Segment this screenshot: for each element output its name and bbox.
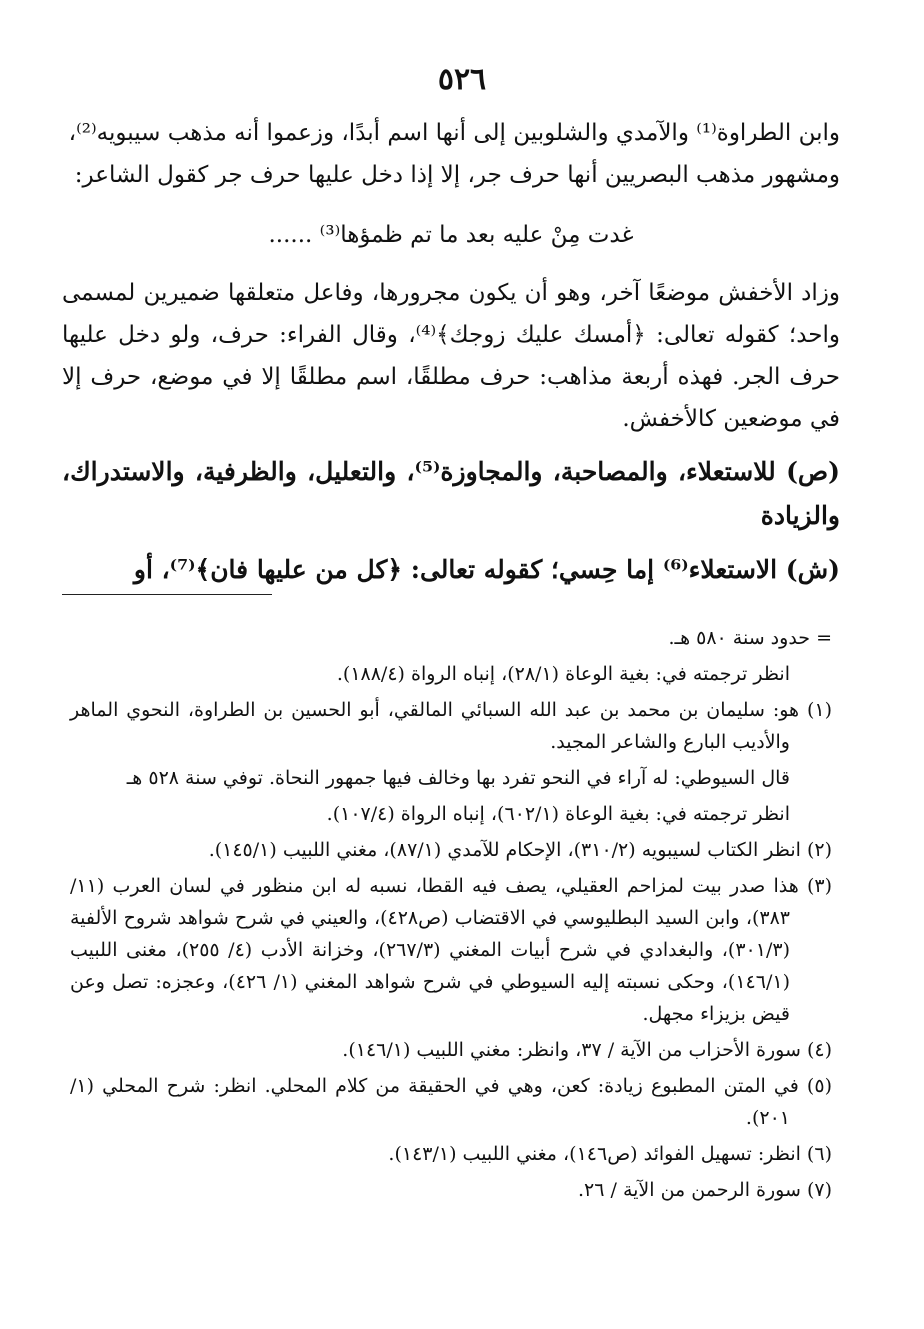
footnote-1: (١) هو: سليمان بن محمد بن عبد الله السبائي المالقي، أبو الحسين بن الطراوة، النحوي الماهر والأديب البارع والشاعر المجيد. bbox=[70, 699, 832, 753]
footnote-continuation: انظر ترجمته في: بغية الوعاة (٢٨/١)، إنباه الرواة (١٨٨/٤). bbox=[336, 663, 790, 685]
footnote-3: (٣) هذا صدر بيت لمزاحم العقيلي، يصف فيه القطا، نسبه له ابن منظور في لسان العرب (١١/ ٣٨٣)، وابن السيد البطليوسي في الاقتضاب (ص٤٢٨)، والعيني في شرح شواهد شروح الألفية (٣٠١/٣)، والبغدادي في شرح أبيات المغني (٢٦٧/٣)، وخزانة الأدب (٤/ ٢٥٥)، مغنى اللبيب (١٤٦/١)، وحكى نسبته إليه السيوطي في شرح شواهد المغني (١/ ٤٢٦)، وعجزه: تصل وعن قيض بزيزاء مجهل. bbox=[70, 875, 832, 1025]
sharh-text: (ش) الاستعلاء⁽⁶⁾ إما حِسي؛ كقوله تعالى: ﴿كل من عليها فان﴾⁽⁷⁾، أو bbox=[133, 555, 840, 584]
footnote-1-quote: قال السيوطي: له آراء في النحو تفرد بها وخالف فيها جمهور النحاة. توفي سنة ٥٢٨ هـ bbox=[126, 767, 790, 789]
matn-text: (ص) للاستعلاء، والمصاحبة، والمجاوزة⁽⁵⁾، والتعليل، والظرفية، والاستدراك، والزيادة bbox=[62, 457, 840, 530]
main-text bbox=[62, 112, 840, 592]
footnote-7: (٧) سورة الرحمن من الآية / ٢٦. bbox=[578, 1179, 832, 1201]
page-number: ٥٢٦ bbox=[437, 62, 487, 97]
paragraph-line: وابن الطراوة⁽¹⁾ والآمدي والشلوبين إلى أنها اسم أبدًا، وزعموا أنه مذهب سيبويه⁽²⁾، bbox=[68, 120, 840, 146]
footnote-4: (٤) سورة الأحزاب من الآية / ٣٧، وانظر: مغني اللبيب (١٤٦/١). bbox=[342, 1039, 832, 1061]
footnote-1-ref: انظر ترجمته في: بغية الوعاة (٦٠٢/١)، إنباه الرواة (١٠٧/٤). bbox=[326, 803, 790, 825]
footnote-5: (٥) في المتن المطبوع زيادة: كعن، وهي في الحقيقة من كلام المحلي. انظر: شرح المحلي (١/ ٢٠١). bbox=[70, 1075, 832, 1129]
footnote-continuation: = حدود سنة ٥٨٠ هـ. bbox=[668, 627, 832, 649]
footnote-6: (٦) انظر: تسهيل الفوائد (ص١٤٦)، مغني اللبيب (١٤٣/١). bbox=[388, 1143, 832, 1165]
footnote-2: (٢) انظر الكتاب لسيبويه (٣١٠/٢)، الإحكام للآمدي (٨٧/١)، مغني اللبيب (١٤٥/١). bbox=[208, 839, 832, 861]
paragraph-line: ومشهور مذهب البصريين أنها حرف جر، إلا إذا دخل عليها حرف جر كقول الشاعر: bbox=[74, 162, 840, 188]
paragraph: وزاد الأخفش موضعًا آخر، وهو أن يكون مجرورها، وفاعل متعلقها ضميرين لمسمى واحد؛ كقوله تعالى: ﴿أمسك عليك زوجك﴾⁽⁴⁾، وقال الفراء: حرف، ولو دخل عليها حرف الجر. فهذه أربعة مذاهب: حرف مطلقًا، اسم مطلقًا إلا في موضع، حرف إلا في موضعين كالأخفش. bbox=[62, 280, 840, 432]
footnote-separator bbox=[62, 594, 272, 595]
footnotes bbox=[70, 622, 832, 1210]
poetry-verse: غدت مِنْ عليه بعد ما تم ظمؤها⁽³⁾ ...... bbox=[268, 222, 634, 248]
